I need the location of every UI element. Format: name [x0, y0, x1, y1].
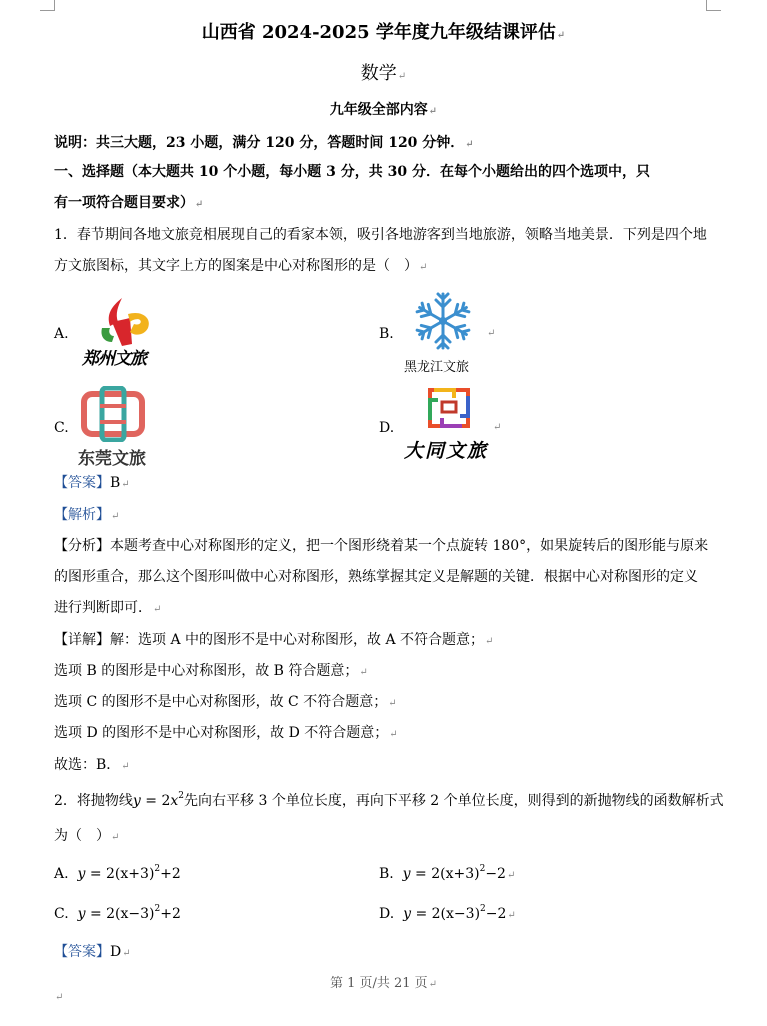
crop-mark-top-left: [40, 0, 55, 11]
crop-mark-top-right: [706, 0, 721, 11]
paragraph-mark: ↵: [487, 328, 496, 339]
section1-heading-line2: 有一项符合题目要求）↵: [54, 195, 204, 211]
q1-conclusion: 故选：B．↵: [54, 757, 130, 773]
q1-explain-tag: 【解析】↵: [54, 507, 120, 523]
snowflake-icon: [404, 290, 494, 352]
q2-stem-line2: 为（ ）↵: [54, 828, 120, 844]
q1-analysis-line3: 进行判断即可．↵: [54, 600, 162, 616]
paragraph-mark: ↵: [55, 992, 64, 1003]
q1-option-b-letter: B.: [379, 326, 394, 342]
q1-analysis-line1: 【分析】本题考查中心对称图形的定义，把一个图形绕着某一个点旋转 180°，如果旋转后的图形能与原来: [54, 538, 709, 554]
dongguan-logo: [78, 386, 168, 468]
q1-detail-line1: 【详解】解：选项 A 中的图形不是中心对称图形，故 A 不符合题意；↵: [54, 632, 494, 648]
dongguan-emblem-icon: [78, 386, 158, 442]
q2-parabola-formula: $y = 2x^2$: [132, 791, 185, 809]
datong-emblem-icon: [404, 386, 500, 432]
q2-option-a: A. $y = 2(x+3)^2+2$: [54, 864, 181, 882]
page-footer: 第 1 页/共 21 页↵: [329, 976, 438, 991]
q1-detail-line2: 选项 B 的图形是中心对称图形，故 B 符合题意；↵: [54, 663, 368, 679]
section1-heading-line1: 一、选择题（本大题共 10 个小题，每小题 3 分，共 30 分．在每个小题给出的四个选项中，只: [54, 164, 650, 180]
q2-answer: 【答案】D↵: [54, 944, 131, 960]
paragraph-mark: ↵: [493, 422, 502, 433]
q1-detail-line3: 选项 C 的图形不是中心对称图形，故 C 不符合题意；↵: [54, 694, 397, 710]
q1-option-a-letter: A.: [54, 326, 69, 342]
q1-stem-line1: 1．春节期间各地文旅竞相展现自己的看家本领，吸引各地游客到当地旅游，领略当地美景．下列是四个地: [54, 227, 707, 243]
q1-option-c-letter: C.: [54, 420, 69, 436]
zhengzhou-logo: [82, 292, 172, 370]
zhengzhou-logo-text: 郑州文旅: [82, 349, 146, 369]
datong-logo-text: 大同文旅: [404, 440, 489, 462]
exam-title: 山西省 2024-2025 学年度九年级结课评估↵: [201, 22, 566, 43]
heilongjiang-logo: [404, 290, 494, 376]
q2-stem-line1: 2．将抛物线$y = 2x^2$先向右平移 3 个单位长度，再向下平移 2 个单位长度，则得到的新抛物线的函数解析式: [54, 791, 724, 809]
q1-detail-line4: 选项 D 的图形不是中心对称图形，故 D 不符合题意；↵: [54, 725, 398, 741]
heilongjiang-logo-text: 黑龙江文旅: [404, 360, 470, 375]
q1-stem-line2: 方文旅图标，其文字上方的图案是中心对称图形的是（ ）↵: [54, 258, 428, 274]
q1-analysis-line2: 的图形重合，那么这个图形叫做中心对称图形，熟练掌握其定义是解题的关键．根据中心对称图形的定义: [54, 569, 698, 585]
datong-logo: [404, 386, 500, 466]
q2-option-b: B. $y = 2(x+3)^2-2↵$: [379, 864, 516, 882]
scope-title: 九年级全部内容↵: [329, 102, 438, 118]
instructions: 说明：共三大题，23 小题，满分 120 分，答题时间 120 分钟．↵: [54, 135, 474, 151]
q1-option-d-letter: D.: [379, 420, 395, 436]
q2-option-d: D. $y = 2(x-3)^2-2↵$: [379, 904, 516, 922]
dongguan-logo-text: 东莞文旅: [78, 449, 146, 469]
subject-title: 数学↵: [360, 63, 407, 84]
q2-option-c: C. $y = 2(x-3)^2+2$: [54, 904, 181, 922]
q1-answer: 【答案】B↵: [54, 475, 130, 491]
